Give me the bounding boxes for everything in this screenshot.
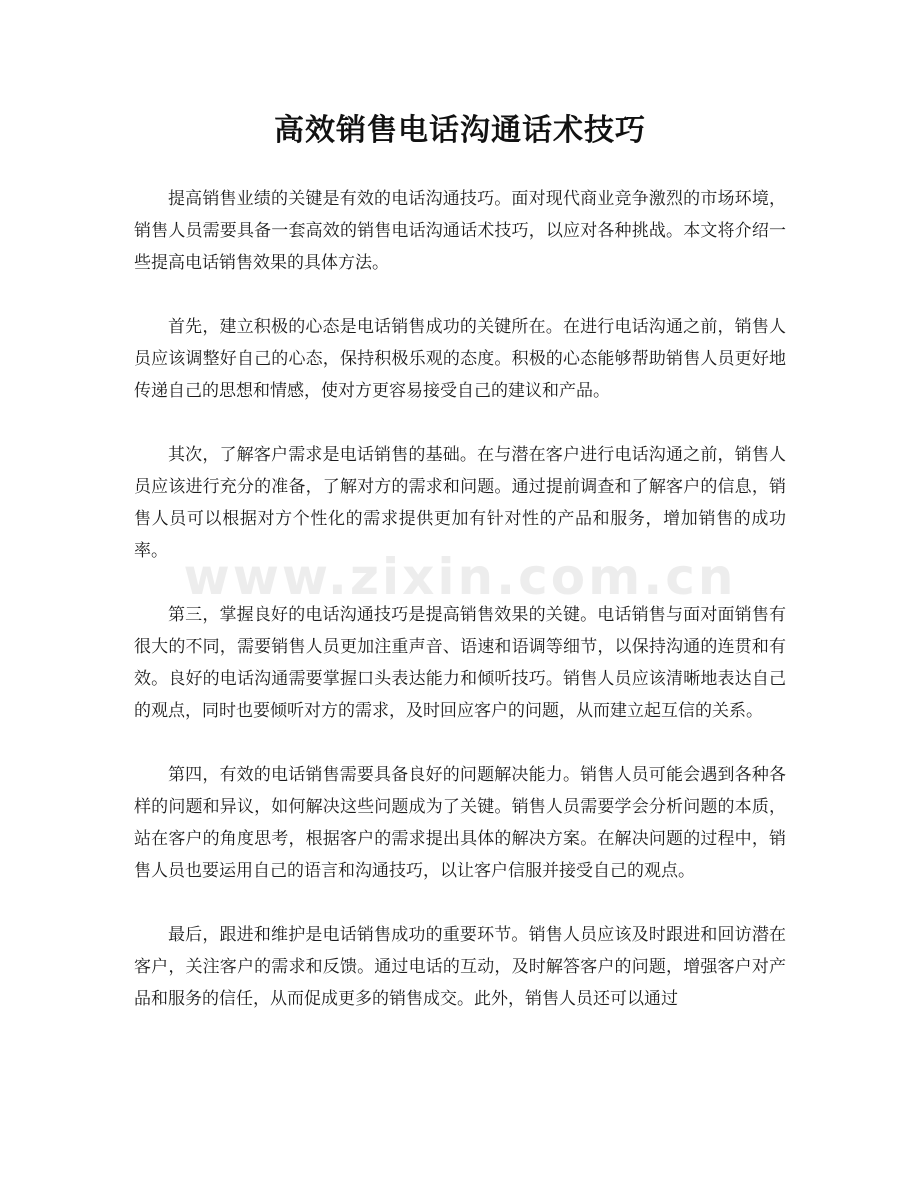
document-title: 高效销售电话沟通话术技巧 <box>274 113 646 148</box>
paragraph-second: 其次，了解客户需求是电话销售的基础。在与潜在客户进行电话沟通之前，销售人员应该进行充分的准备，了解对方的需求和问题。通过提前调查和了解客户的信息，销售人员可以根据对方个性化的需求提供更加有针对性的产品和服务，增加销售的成功率。 <box>134 445 786 561</box>
paragraph-third: 第三，掌握良好的电话沟通技巧是提高销售效果的关键。电话销售与面对面销售有很大的不同，需要销售人员更加注重声音、语速和语调等细节，以保持沟通的连贯和有效。良好的电话沟通需要掌握口头表达能力和倾听技巧。销售人员应该清晰地表达自己的观点，同时也要倾听对方的需求，及时回应客户的问题，从而建立起互信的关系。 <box>134 605 786 721</box>
paragraph-first: 首先，建立积极的心态是电话销售成功的关键所在。在进行电话沟通之前，销售人员应该调整好自己的心态，保持积极乐观的态度。积极的心态能够帮助销售人员更好地传递自己的思想和情感，使对方更容易接受自己的建议和产品。 <box>134 317 786 401</box>
watermark: www.zixin.com.cn <box>183 548 737 606</box>
document-body <box>134 183 786 1047</box>
paragraph-intro: 提高销售业绩的关键是有效的电话沟通技巧。面对现代商业竞争激烈的市场环境，销售人员需要具备一套高效的销售电话沟通话术技巧，以应对各种挑战。本文将介绍一些提高电话销售效果的具体方法。 <box>134 189 786 273</box>
paragraph-last: 最后，跟进和维护是电话销售成功的重要环节。销售人员应该及时跟进和回访潜在客户，关注客户的需求和反馈。通过电话的互动，及时解答客户的问题，增强客户对产品和服务的信任，从而促成更多的销售成交。此外，销售人员还可以通过 <box>134 925 786 1009</box>
paragraph-fourth: 第四，有效的电话销售需要具备良好的问题解决能力。销售人员可能会遇到各种各样的问题和异议，如何解决这些问题成为了关键。销售人员需要学会分析问题的本质，站在客户的角度思考，根据客户的需求提出具体的解决方案。在解决问题的过程中，销售人员也要运用自己的语言和沟通技巧，以让客户信服并接受自己的观点。 <box>134 765 786 881</box>
